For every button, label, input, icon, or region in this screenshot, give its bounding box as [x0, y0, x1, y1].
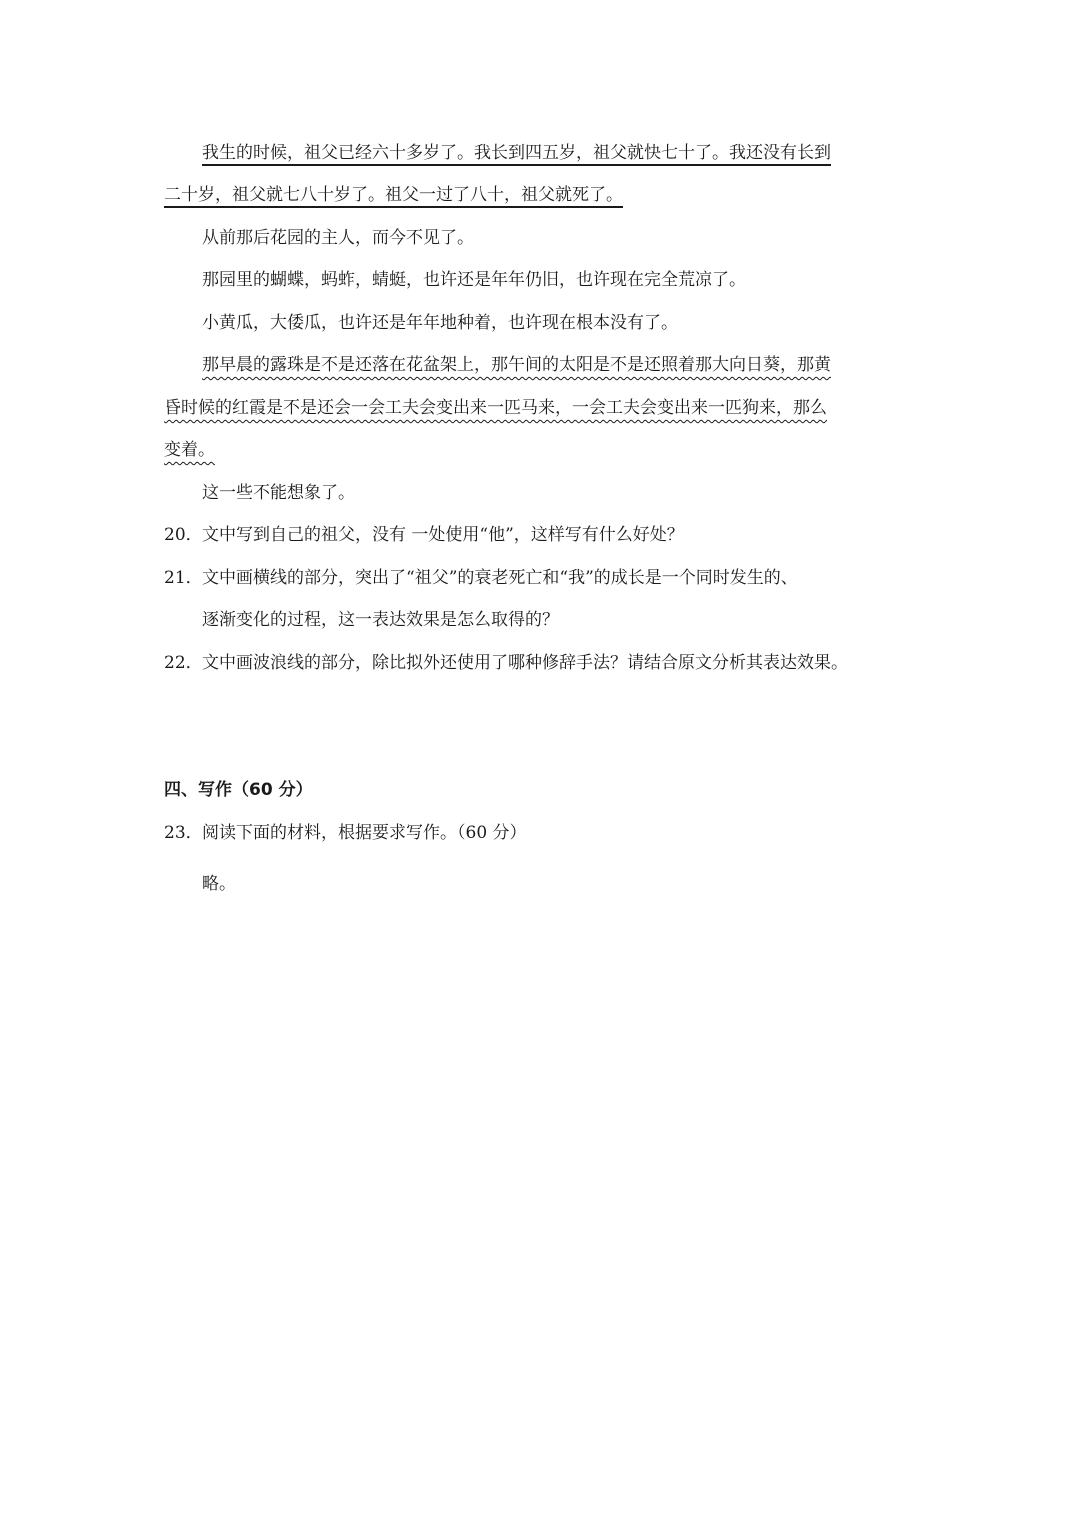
section-heading-writing: 四、写作（60 分） — [164, 780, 313, 800]
question-20 — [164, 523, 924, 547]
question-text: 文中写到自己的祖父，没有 一处使用“他”，这样写有什么好处？ — [202, 525, 684, 545]
question-22 — [164, 651, 924, 675]
question-text: 文中画横线的部分，突出了“祖父”的衰老死亡和“我”的成长是一个同时发生的、 — [202, 568, 798, 588]
passage-paragraph-2: 从前那后花园的主人，而今不见了。 — [202, 228, 474, 248]
question-number: 23． — [164, 823, 203, 843]
passage-paragraph-6: 这一些不能想象了。 — [202, 483, 355, 503]
passage-paragraph-4: 小黄瓜，大倭瓜，也许还是年年地种着，也许现在根本没有了。 — [202, 313, 678, 333]
question-text: 阅读下面的材料，根据要求写作。（60 分） — [202, 823, 527, 843]
passage-underlined-line-2: 二十岁，祖父就七八十岁了。祖父一过了八十，祖父就死了。 — [164, 185, 623, 205]
passage-underlined-line-1: 我生的时候，祖父已经六十多岁了。我长到四五岁，祖父就快七十了。我还没有长到 — [202, 143, 831, 163]
question-number: 20． — [164, 525, 203, 545]
writing-answer: 略。 — [202, 874, 236, 894]
question-21 — [164, 566, 924, 590]
passage-wavy-line-3: 变着。 — [164, 440, 215, 460]
question-21-continued: 逐渐变化的过程，这一表达效果是怎么取得的？ — [202, 610, 559, 630]
question-number: 21． — [164, 568, 203, 588]
passage-wavy-line-2: 昏时候的红霞是不是还会一会工夫会变出来一匹马来，一会工夫会变出来一匹狗来，那么 — [164, 398, 827, 418]
passage-paragraph-3: 那园里的蝴蝶，蚂蚱，蜻蜓，也许还是年年仍旧，也许现在完全荒凉了。 — [202, 270, 746, 290]
question-23 — [164, 821, 924, 845]
passage-wavy-line-1: 那早晨的露珠是不是还落在花盆架上，那午间的太阳是不是还照着那大向日葵，那黄 — [202, 355, 831, 375]
question-number: 22． — [164, 653, 203, 673]
question-text: 文中画波浪线的部分，除比拟外还使用了哪种修辞手法？请结合原文分析其表达效果。 — [202, 653, 848, 673]
